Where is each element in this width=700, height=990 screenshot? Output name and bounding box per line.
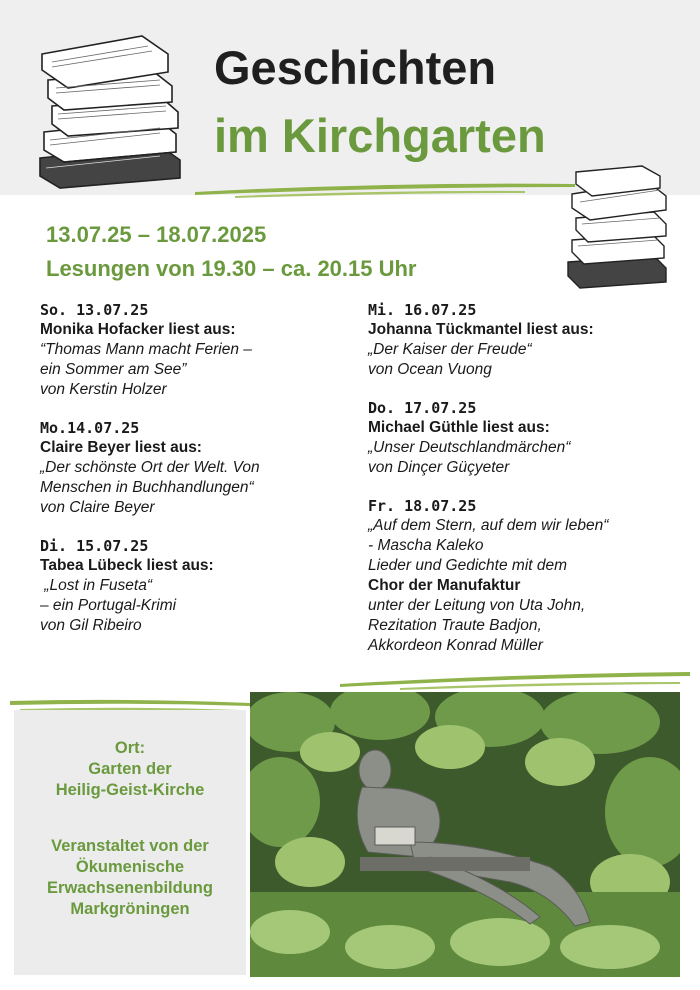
event-title: Menschen in Buchhandlungen“ [40,479,254,496]
event-author: von Claire Beyer [40,499,155,516]
event-title: „Unser Deutschlandmärchen“ [368,439,571,456]
event-entry [40,536,340,636]
event-title: „Lost in Fuseta“ [40,577,152,594]
organizer-line-2: Ökumenische [75,858,185,876]
event-description: Akkordeon Konrad Müller [368,637,543,654]
organizer-line-3: Erwachsenenbildung [47,879,213,897]
event-day: Di. 15.07.25 [40,537,149,555]
event-reader: Claire Beyer liest aus: [40,439,202,456]
event-times: Lesungen von 19.30 – ca. 20.15 Uhr [46,256,417,281]
event-description: unter der Leitung von Uta John, [368,597,586,614]
event-day: Fr. 18.07.25 [368,497,477,515]
event-reader: Johanna Tückmantel liest aus: [368,321,594,338]
title-line-1: Geschichten [214,41,497,94]
program-column-left [40,300,340,654]
event-reader: Monika Hofacker liest aus: [40,321,236,338]
green-brush-stroke-right [340,668,690,690]
event-author: von Ocean Vuong [368,361,492,378]
organizer-line-4: Markgröningen [70,900,190,918]
program-column-right [368,300,688,674]
event-author: von Dinçer Güçyeter [368,459,510,476]
organizer-line-1: Veranstaltet von der [51,837,209,855]
event-title: ein Sommer am See” [40,361,187,378]
location-line-2: Heilig-Geist-Kirche [55,781,205,799]
small-book-stack-illustration [562,162,672,292]
event-date-range: 13.07.25 – 18.07.2025 [46,222,267,247]
book-stack-illustration [30,28,190,193]
event-entry [40,418,340,518]
location-line-1: Garten der [88,760,172,778]
event-day: Mo.14.07.25 [40,419,140,437]
event-entry [368,398,688,478]
event-day: Mi. 16.07.25 [368,301,477,319]
event-title: “Thomas Mann macht Ferien – [40,341,252,358]
event-description: Lieder und Gedichte mit dem [368,557,568,574]
event-day: Do. 17.07.25 [368,399,477,417]
event-description: Rezitation Traute Badjon, [368,617,542,634]
event-entry [368,496,688,656]
event-reader: Michael Güthle liest aus: [368,419,550,436]
event-author: von Kerstin Holzer [40,381,167,398]
location-label: Ort: [114,739,146,757]
event-title: – ein Portugal-Krimi [40,597,177,614]
event-author: von Gil Ribeiro [40,617,142,634]
event-entry [368,300,688,380]
event-title: „Der schönste Ort der Welt. Von [40,459,260,476]
choir-name: Chor der Manufaktur [368,577,521,594]
green-brush-stroke [195,178,575,198]
event-title: „Der Kaiser der Freude“ [368,341,532,358]
event-entry [40,300,340,400]
event-reader: Tabea Lübeck liest aus: [40,557,214,574]
title-line-2: im Kirchgarten [214,109,546,162]
sculpture-photo [250,692,680,977]
event-day: So. 13.07.25 [40,301,149,319]
event-author: - Mascha Kaleko [368,537,484,554]
event-title: „Auf dem Stern, auf dem wir leben“ [368,517,609,534]
